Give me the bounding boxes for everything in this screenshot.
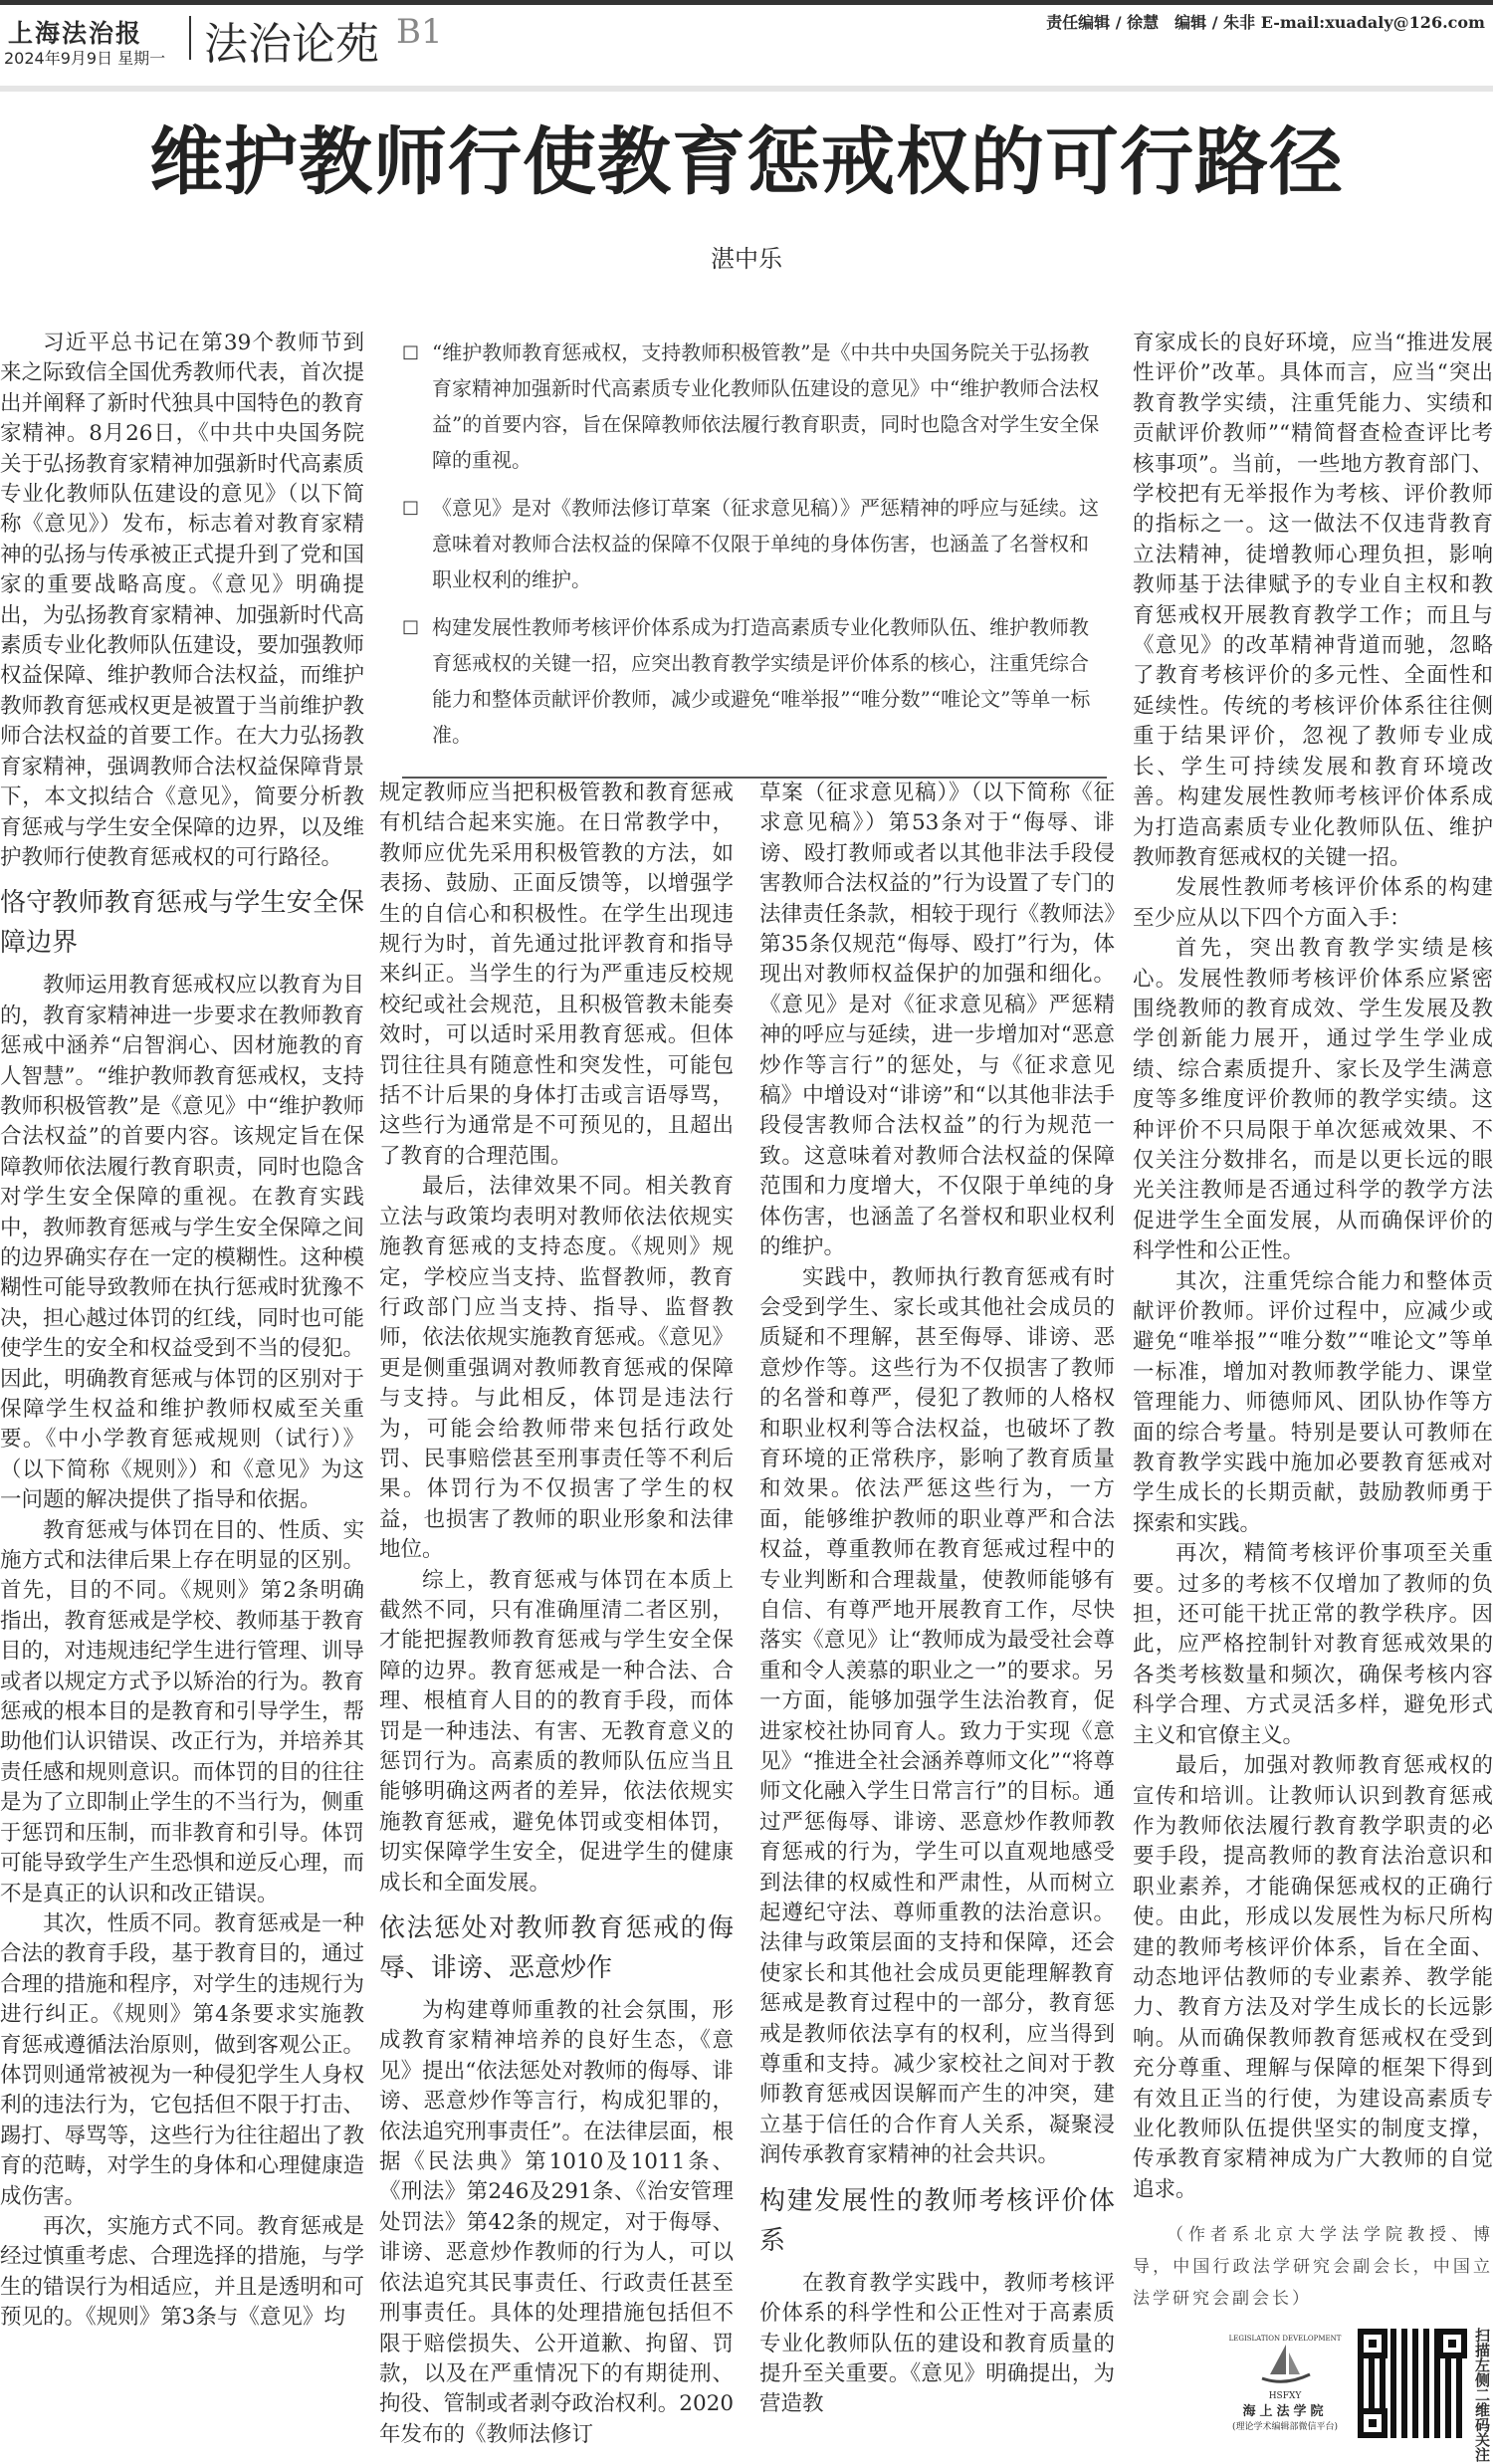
editor-credits: 责任编辑 / 徐慧 编辑 / 朱非 E-mail:xuadaly@126.com (1046, 13, 1485, 32)
paragraph-continued: 育家成长的良好环境，应当“推进发展性评价”改革。具体而言，应当“突出教育教学实绩，注重凭能力、实绩和贡献评价教师”“精简督查检查评比考核事项”。当前，一些地方教育部门、学校把有无举报作为考核、评价教师的指标之一。这一做法不仅违背教育立法精神，徒增教师心理负担，影响教师基于法律赋予的专业自主权和教育惩戒权开展教育教学工作；而且与《意见》的改革精神背道而驰，忽略了教育考核评价的多元性、全面性和延续性。传统的考核评价体系往往侧重于结果评价，忽视了教师专业成长、学生可持续发展和教育环境改善。构建发展性教师考核评价体系成为打造高素质专业化教师队伍、维护教师教育惩戒权的关键一招。 (1133, 331, 1493, 870)
paragraph: 教育惩戒与体罚在目的、性质、实施方式和法律后果上存在明显的区别。首先，目的不同。《规则》第2条明确指出，教育惩戒是学校、教师基于教育目的，对违规违纪学生进行管理、训导或者以规定方式予以矫治的行为。教育惩戒的根本目的是教育和引导学生，帮助他们认识错误、改正行为，并培养其责任感和规则意识。而体罚的目的往往是为了立即制止学生的不当行为，侧重于惩罚和压制，而非教育和引导。体罚可能导致学生产生恐惧和逆反心理，而不是真正的认识和改正错误。 (0, 1517, 364, 1906)
paragraph: 其次，注重凭综合能力和整体贡献评价教师。评价过程中，应减少或避免“唯举报”“唯分数”“唯论文”等单一标准，增加对教师教学能力、课堂管理能力、师德师风、团队协作等方面的综合考量。特别是要认可教师在教育教学实践中施加必要教育惩戒对学生成长的长期贡献，鼓励教师勇于探索和实践。 (1133, 1268, 1493, 1536)
logo-name: 海上法学院 (1242, 2404, 1328, 2420)
logo-abbr: HSFXY (1268, 2391, 1302, 2402)
highlights-box (402, 335, 1107, 779)
highlight-item (402, 609, 1107, 753)
newspaper-masthead: 上海法治报 (8, 19, 143, 48)
footer-promo (1133, 2329, 1493, 2463)
hsfxy-logo (1220, 2329, 1350, 2434)
author-note: （作者系北京大学法学院教授、博导，中国行政法学研究会副会长，中国立法学研究会副会长） (1133, 2225, 1493, 2310)
square-bullet-icon: □ (402, 616, 420, 637)
page-number: B1 (396, 12, 443, 52)
paragraph-continued: 规定教师应当把积极管教和教育惩戒有机结合起来实施。在日常教学中，教师应优先采用积极管教的方法，如表扬、鼓励、正面反馈等，以增强学生的自信心和积极性。在学生出现违规行为时，首先通过批评教育和指导来纠正。当学生的行为严重违反校规校纪或社会规范，且积极管教未能奏效时，可以适时采用教育惩戒。但体罚往往具有随意性和突发性，可能包括不计后果的身体打击或言语辱骂，这些行为通常是不可预见的，且超出了教育的合理范围。 (379, 781, 734, 1169)
column-1 (0, 329, 364, 2334)
paragraph: 实践中，教师执行教育惩戒有时会受到学生、家长或其他社会成员的质疑和不理解，甚至侮辱、诽谤、恶意炒作等。这些行为不仅损害了教师的名誉和尊严，侵犯了教师的人格权和职业权利等合法权益，也破坏了教育环境的正常秩序，影响了教育质量和效果。依法严惩这些行为，一方面，能够维护教师的职业尊严和合法权益，尊重教师在教育惩戒过程中的专业判断和合理裁量，使教师能够有自信、有尊严地开展教育工作，尽快落实《意见》让“教师成为最受社会尊重和令人羡慕的职业之一”的要求。另一方面，能够加强学生法治教育，促进家校社协同育人。致力于实现《意见》“推进全社会涵养尊师文化”“将尊师文化融入学生日常言行”的目标。通过严惩侮辱、诽谤、恶意炒作教师教育惩戒的行为，学生可以直观地感受到法律的权威性和严肃性，从而树立起遵纪守法、尊师重教的法治意识。法律与政策层面的支持和保障，还会使家长和其他社会成员更能理解教育惩戒是教育过程中的一部分，教育惩戒是教师依法享有的权利，应当得到尊重和支持。减少家校社之间对于教师教育惩戒因误解而产生的冲突，建立基于信任的合作育人关系，凝聚浸润传承教育家精神的社会共识。 (759, 1264, 1115, 2168)
section-heading-1: 恪守教师教育惩戒与学生安全保障边界 (0, 888, 364, 959)
paragraph: 首先，突出教育教学实绩是核心。发展性教师考核评价体系应紧密围绕教师的教育成效、学生发展及教学创新能力展开，通过学生学业成绩、综合素质提升、家长及学生满意度等多维度评价教师的教学实绩。这种评价不只局限于单次惩戒效果、不仅关注分数排名，而是以更长远的眼光关注教师是否通过科学的教学方法促进学生全面发展，从而确保评价的科学性和公正性。 (1133, 936, 1493, 1264)
paragraph-continued: 草案（征求意见稿）》（以下简称《征求意见稿》）第53条对于“侮辱、诽谤、殴打教师或者以其他非法手段侵害教师合法权益的”行为设置了专门的法律责任条款，相较于现行《教师法》第35条仅规范“侮辱、殴打”行为，体现出对教师权益保护的加强和细化。《意见》是对《征求意见稿》严惩精神的呼应与延续，进一步增加对“恶意炒作等言行”的惩处，与《征求意见稿》中增设对“诽谤”和“以其他非法手段侵害教师合法权益”的行为规范一致。这意味着对教师合法权益的保障范围和力度增大，不仅限于单纯的身体伤害，也涵盖了名誉权和职业权利的维护。 (759, 781, 1115, 1260)
paragraph: 再次，实施方式不同。教育惩戒是经过慎重考虑、合理选择的措施，与学生的错误行为相适应，并且是透明和可预见的。《规则》第3条与《意见》均 (0, 2213, 364, 2331)
article-author: 湛中乐 (711, 245, 782, 273)
highlight-text: 《意见》是对《教师法修订草案（征求意见稿）》严惩精神的呼应与延续。这意味着对教师合法权益的保障不仅限于单纯的身体伤害，也涵盖了名誉权和职业权利的维护。 (432, 496, 1099, 591)
paragraph: 为构建尊师重教的社会氛围，形成教育家精神培养的良好生态，《意见》提出“依法惩处对教师的侮辱、诽谤、恶意炒作等言行，构成犯罪的，依法追究刑事责任”。在法律层面，根据《民法典》第1010及1011条、《刑法》第246及291条、《治安管理处罚法》第42条的规定，对于侮辱、诽谤、恶意炒作教师的行为人，可以依法追究其民事责任、行政责任甚至刑事责任。具体的处理措施包括但不限于赔偿损失、公开道歉、拘留、罚款，以及在严重情况下的有期徒刑、拘役、管制或者剥夺政治权利。2020年发布的《教师法修订 (379, 1998, 734, 2447)
highlight-text: 构建发展性教师考核评价体系成为打造高素质专业化教师队伍、维护教师教育惩戒权的关键一招，应突出教育教学实绩是评价体系的核心，注重凭综合能力和整体贡献评价教师，减少或避免“唯举报”“唯分数”“唯论文”等单一标准。 (432, 615, 1091, 747)
paragraph: 再次，精简考核评价事项至关重要。过多的考核不仅增加了教师的负担，还可能干扰正常的教学秩序。因此，应严格控制针对教育惩戒效果的各类考核数量和频次，确保考核内容科学合理、方式灵活多样，避免形式主义和官僚主义。 (1133, 1541, 1493, 1748)
paragraph: 教师运用教育惩戒权应以教育为目的，教育家精神进一步要求在教师教育惩戒中涵养“启智润心、因材施教的育人智慧”。“维护教师教育惩戒权，支持教师积极管教”是《意见》中“维护教师合法权益”的首要内容。该规定旨在保障教师依法履行教育职责，同时也隐含对学生安全保障的重视。在教育实践中，教师教育惩戒与学生安全保障之间的边界确实存在一定的模糊性。这种模糊性可能导致教师在执行惩戒时犹豫不决，担心越过体罚的红线，同时也可能使学生的安全和权益受到不当的侵犯。因此，明确教育惩戒与体罚的区别对于保障学生权益和维护教师权威至关重要。《中小学教育惩戒规则（试行）》（以下简称《规则》）和《意见》为这一问题的解决提供了指导和依据。 (0, 973, 364, 1513)
square-bullet-icon: □ (402, 341, 420, 362)
qr-code[interactable] (1358, 2329, 1467, 2438)
header-divider (189, 16, 191, 60)
paragraph: 最后，加强对教师教育惩戒权的宣传和培训。让教师认识到教育惩戒作为教师依法履行教育教学职责的必要手段，提高教师的教育法治意识和职业素养，才能确保惩戒权的正确行使。由此，形成以发展性为标尺所构建的教师考核评价体系，旨在全面、动态地评估教师的专业素养、教学能力、教育方法及对学生成长的长远影响。从而确保教师教育惩戒权在受到充分尊重、理解与保障的框架下得到有效且正当的行使，为建设高素质专业化教师队伍提供坚实的制度支撑，传承教育家精神成为广大教师的自觉追求。 (1133, 1753, 1493, 2202)
highlight-item (402, 490, 1107, 597)
intro-paragraph: 习近平总书记在第39个教师节到来之际致信全国优秀教师代表，首次提出并阐释了新时代独具中国特色的教育家精神。8月26日，《中共中央国务院关于弘扬教育家精神加强新时代高素质专业化教师队伍建设的意见》（以下简称《意见》）发布，标志着对教育家精神的弘扬与传承被正式提升到了党和国家的重要战略高度。《意见》明确提出，为弘扬教育家精神、加强新时代高素质专业化教师队伍建设，要加强教师权益保障、维护教师合法权益，而维护教师教育惩戒权更是被置于当前维护教师合法权益的首要工作。在大力弘扬教育家精神，强调教师合法权益保障背景下，本文拟结合《意见》，简要分析教育惩戒与学生安全保障的边界，以及维护教师行使教育惩戒权的可行路径。 (0, 331, 364, 870)
column-4 (1133, 329, 1493, 2463)
qr-caption: 扫描左侧二维码关注 (1475, 2327, 1491, 2464)
paragraph: 其次，性质不同。教育惩戒是一种合法的教育手段，基于教育目的，通过合理的措施和程序，对学生的违规行为进行纠正。《规则》第4条要求实施教育惩戒遵循法治原则，做到客观公正。体罚则通常被视为一种侵犯学生人身权利的违法行为，它包括但不限于打击、踢打、辱骂等，这些行为往往超出了教育的范畴，对学生的身体和心理健康造成伤害。 (0, 1910, 364, 2209)
column-2 (379, 779, 734, 2450)
header-band (0, 86, 1493, 92)
logo-platform: (理论学术编辑部微信平台) (1231, 2422, 1339, 2433)
top-rule (0, 0, 1493, 5)
paragraph: 综上，教育惩戒与体罚在本质上截然不同，只有准确厘清二者区别，才能把握教师教育惩戒与学生安全保障的边界。教育惩戒是一种合法、合理、根植育人目的的教育手段，而体罚是一种违法、有害、无教育意义的惩罚行为。高素质的教师队伍应当且能够明确这两者的差异，依法依规实施教育惩戒，避免体罚或变相体罚，切实保障学生安全，促进学生的健康成长和全面发展。 (379, 1567, 734, 1896)
square-bullet-icon: □ (402, 497, 420, 518)
column-3 (759, 779, 1115, 2420)
section-name: 法治论苑 (204, 19, 379, 70)
issue-date: 2024年9月9日 星期一 (4, 49, 166, 68)
sailboat-icon (1228, 2329, 1342, 2390)
highlight-text: “维护教师教育惩戒权，支持教师积极管教”是《中共中央国务院关于弘扬教育家精神加强新时代高素质专业化教师队伍建设的意见》中“维护教师合法权益”的首要内容，旨在保障教师依法履行教育职责，同时也隐含对学生安全保障的重视。 (432, 340, 1100, 472)
svg-text:LEGISLATION DEVELOPMENT: LEGISLATION DEVELOPMENT (1228, 2335, 1342, 2344)
paragraph: 在教育教学实践中，教师考核评价体系的科学性和公正性对于高素质专业化教师队伍的建设和教育质量的提升至关重要。《意见》明确提出，为营造教 (759, 2270, 1115, 2417)
article-title: 维护教师行使教育惩戒权的可行路径 (149, 119, 1344, 205)
highlight-item (402, 335, 1107, 478)
section-heading-3: 构建发展性的教师考核评价体系 (759, 2185, 1115, 2256)
paragraph: 最后，法律效果不同。相关教育立法与政策均表明对教师依法依规实施教育惩戒的支持态度。《规则》规定，学校应当支持、监督教师，教育行政部门应当支持、指导、监督教师，依法依规实施教育惩戒。《意见》更是侧重强调对教师教育惩戒的保障与支持。与此相反，体罚是违法行为，可能会给教师带来包括行政处罚、民事赔偿甚至刑事责任等不利后果。体罚行为不仅损害了学生的权益，也损害了教师的职业形象和法律地位。 (379, 1174, 734, 1563)
paragraph: 发展性教师考核评价体系的构建至少应从以下四个方面入手： (1133, 875, 1493, 931)
section-heading-2: 依法惩处对教师教育惩戒的侮辱、诽谤、恶意炒作 (379, 1913, 734, 1984)
